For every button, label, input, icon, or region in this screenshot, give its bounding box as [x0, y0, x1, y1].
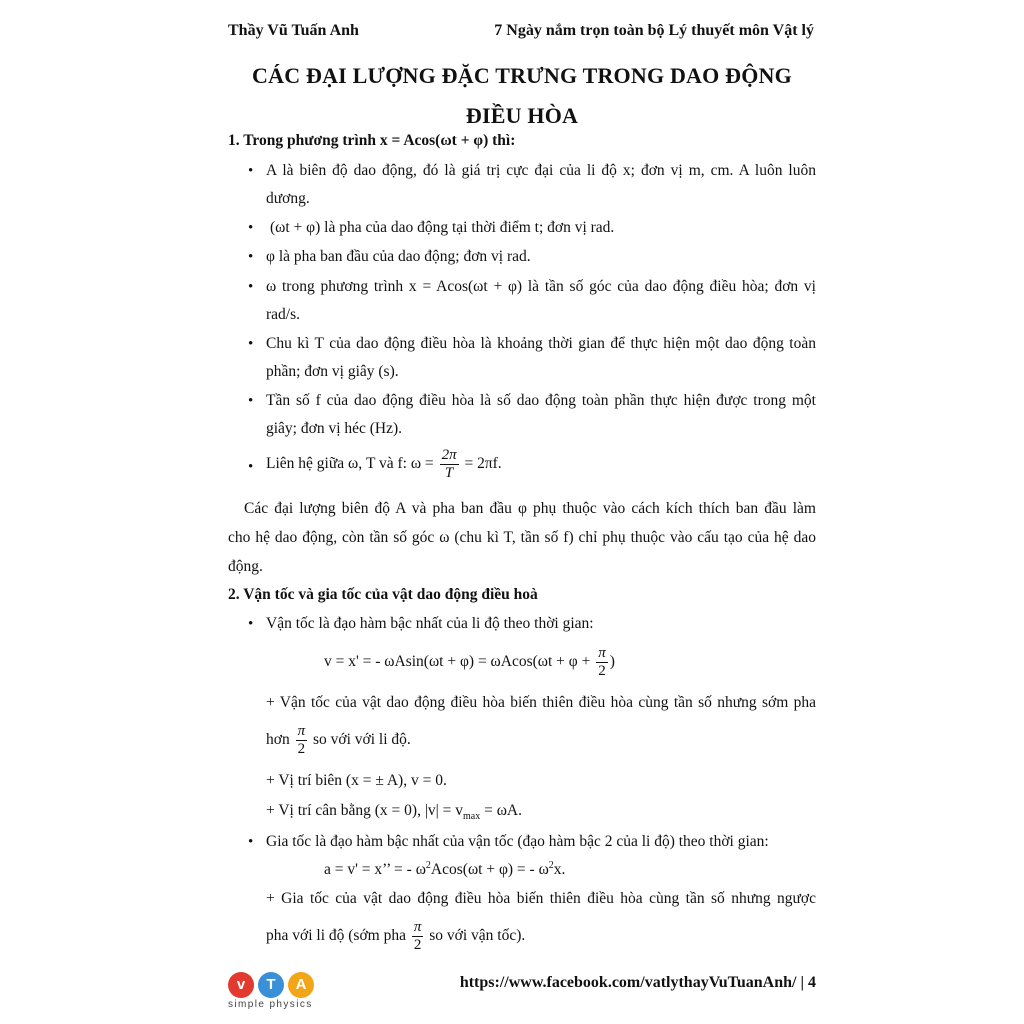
fraction-numerator: π	[297, 722, 306, 739]
logo-letter-t: T	[258, 972, 284, 998]
fraction-numerator: 2π	[441, 446, 457, 463]
velocity-note-text: hơn	[266, 731, 290, 748]
fraction-numerator: π	[598, 644, 606, 661]
bullet-icon: •	[248, 220, 254, 236]
relation-prefix: Liên hệ giữa ω, T và f: ω =	[266, 455, 434, 472]
equilibrium-text: = ωA.	[484, 802, 522, 819]
s1-para-line1: Các đại lượng biên độ A và pha ban đầu φ phụ thuộc vào cách kích thích ban đầu làm	[244, 500, 816, 517]
fraction-2pi-over-t	[440, 447, 459, 482]
velocity-note-line2	[266, 722, 411, 758]
bullet-icon: •	[248, 279, 254, 295]
s1-para-line3: động.	[228, 558, 263, 575]
accel-eq-text: Acos(ωt + φ) = - ω	[430, 861, 549, 879]
extreme-position: + Vị trí biên (x = ± A), v = 0.	[266, 772, 447, 789]
relation-suffix: = 2πf.	[464, 455, 502, 472]
s1-bullet-5-line1: Chu kì T của dao động điều hòa là khoảng thời gian để thực hiện một dao động toàn	[266, 335, 816, 352]
logo-letter-a: A	[288, 972, 314, 998]
accel-note-line1: + Gia tốc của vật dao động điều hòa biến thiên điều hòa cùng tần số nhưng ngược	[266, 890, 816, 907]
logo-tagline: simple physics	[228, 999, 313, 1010]
s1-bullet-4-line2: rad/s.	[266, 306, 301, 323]
velocity-note-line1: + Vận tốc của vật dao động điều hòa biến thiên điều hòa cùng tần số nhưng sớm pha	[266, 694, 816, 711]
fraction-denominator: 2	[413, 936, 422, 953]
fraction-pi-over-2	[412, 919, 424, 954]
equilibrium-text: + Vị trí cân bằng (x = 0), |v| = v	[266, 802, 464, 819]
accel-eq-text: a = v' = x’’ = - ω	[324, 861, 426, 879]
s1-bullet-6-line2: giây; đơn vị héc (Hz).	[266, 420, 403, 437]
accel-eq-text: x.	[553, 861, 566, 879]
accel-note-text: pha với li độ (sớm pha	[266, 927, 406, 944]
velocity-eq-text: v = x' = - ωAsin(ωt + φ) = ωAcos(ωt + φ +	[324, 653, 591, 670]
section1-heading: 1. Trong phương trình x = Acos(ωt + φ) thì:	[228, 132, 516, 149]
s1-bullet-3: φ là pha ban đầu của dao động; đơn vị rad.	[266, 248, 531, 265]
velocity-intro: Vận tốc là đạo hàm bậc nhất của li độ theo thời gian:	[266, 615, 594, 632]
s1-bullet-6-line1: Tần số f của dao động điều hòa là số dao động toàn phần thực hiện được trong một	[266, 392, 816, 409]
accel-note-text: so với vận tốc).	[429, 927, 526, 944]
logo-letter-v: v	[228, 972, 254, 998]
bullet-icon: •	[248, 163, 254, 179]
accel-note-line2	[266, 918, 525, 954]
fraction-denominator: 2	[297, 740, 306, 757]
fraction-numerator: π	[413, 918, 422, 935]
bullet-icon: •	[248, 336, 254, 352]
accel-equation	[324, 860, 565, 879]
superscript-2: 2	[425, 860, 431, 871]
s1-bullet-1-line2: dương.	[266, 190, 310, 207]
page-title: CÁC ĐẠI LƯỢNG ĐẶC TRƯNG TRONG DAO ĐỘNG ĐIỀU HÒA	[252, 63, 792, 128]
fraction-pi-over-2	[596, 645, 608, 680]
velocity-equation	[324, 644, 615, 680]
s1-para-line2: cho hệ dao động, còn tần số góc ω (chu kì T, tần số f) chỉ phụ thuộc vào cấu tạo của hệ dao	[228, 529, 816, 546]
header-book-title: 7 Ngày nắm trọn toàn bộ Lý thuyết môn Vật lý	[494, 22, 814, 39]
fraction-pi-over-2	[296, 723, 308, 758]
bullet-icon: •	[248, 393, 254, 409]
s1-bullet-5-line2: phần; đơn vị giây (s).	[266, 363, 399, 380]
bullet-icon: •	[248, 459, 254, 475]
fraction-denominator: T	[444, 464, 454, 481]
subscript-max: max	[463, 811, 481, 823]
footer-facebook-link[interactable]: https://www.facebook.com/vatlythayVuTuanAnh/ | 4	[459, 974, 816, 991]
velocity-eq-close: )	[609, 653, 615, 670]
s1-relation	[266, 446, 502, 482]
accel-intro: Gia tốc là đạo hàm bậc nhất của vận tốc (đạo hàm bậc 2 của li độ) theo thời gian:	[266, 833, 769, 850]
section2-heading: 2. Vận tốc và gia tốc của vật dao động điều hoà	[228, 586, 538, 603]
bullet-icon: •	[248, 834, 254, 850]
fraction-denominator: 2	[598, 662, 606, 679]
vta-logo	[228, 972, 324, 1012]
velocity-note-text: so với với li độ.	[312, 731, 411, 748]
bullet-icon: •	[248, 616, 254, 632]
superscript-2: 2	[548, 860, 554, 871]
equilibrium-position	[266, 802, 522, 822]
header-author: Thầy Vũ Tuấn Anh	[228, 22, 359, 39]
s1-bullet-4-line1: ω trong phương trình x = Acos(ωt + φ) là tần số góc của dao động điều hòa; đơn vị	[266, 278, 816, 295]
s1-bullet-1-line1: A là biên độ dao động, đó là giá trị cực đại của li độ x; đơn vị m, cm. A luôn luôn	[266, 162, 816, 179]
s1-bullet-2: (ωt + φ) là pha của dao động tại thời điểm t; đơn vị rad.	[270, 219, 615, 236]
bullet-icon: •	[248, 249, 254, 265]
